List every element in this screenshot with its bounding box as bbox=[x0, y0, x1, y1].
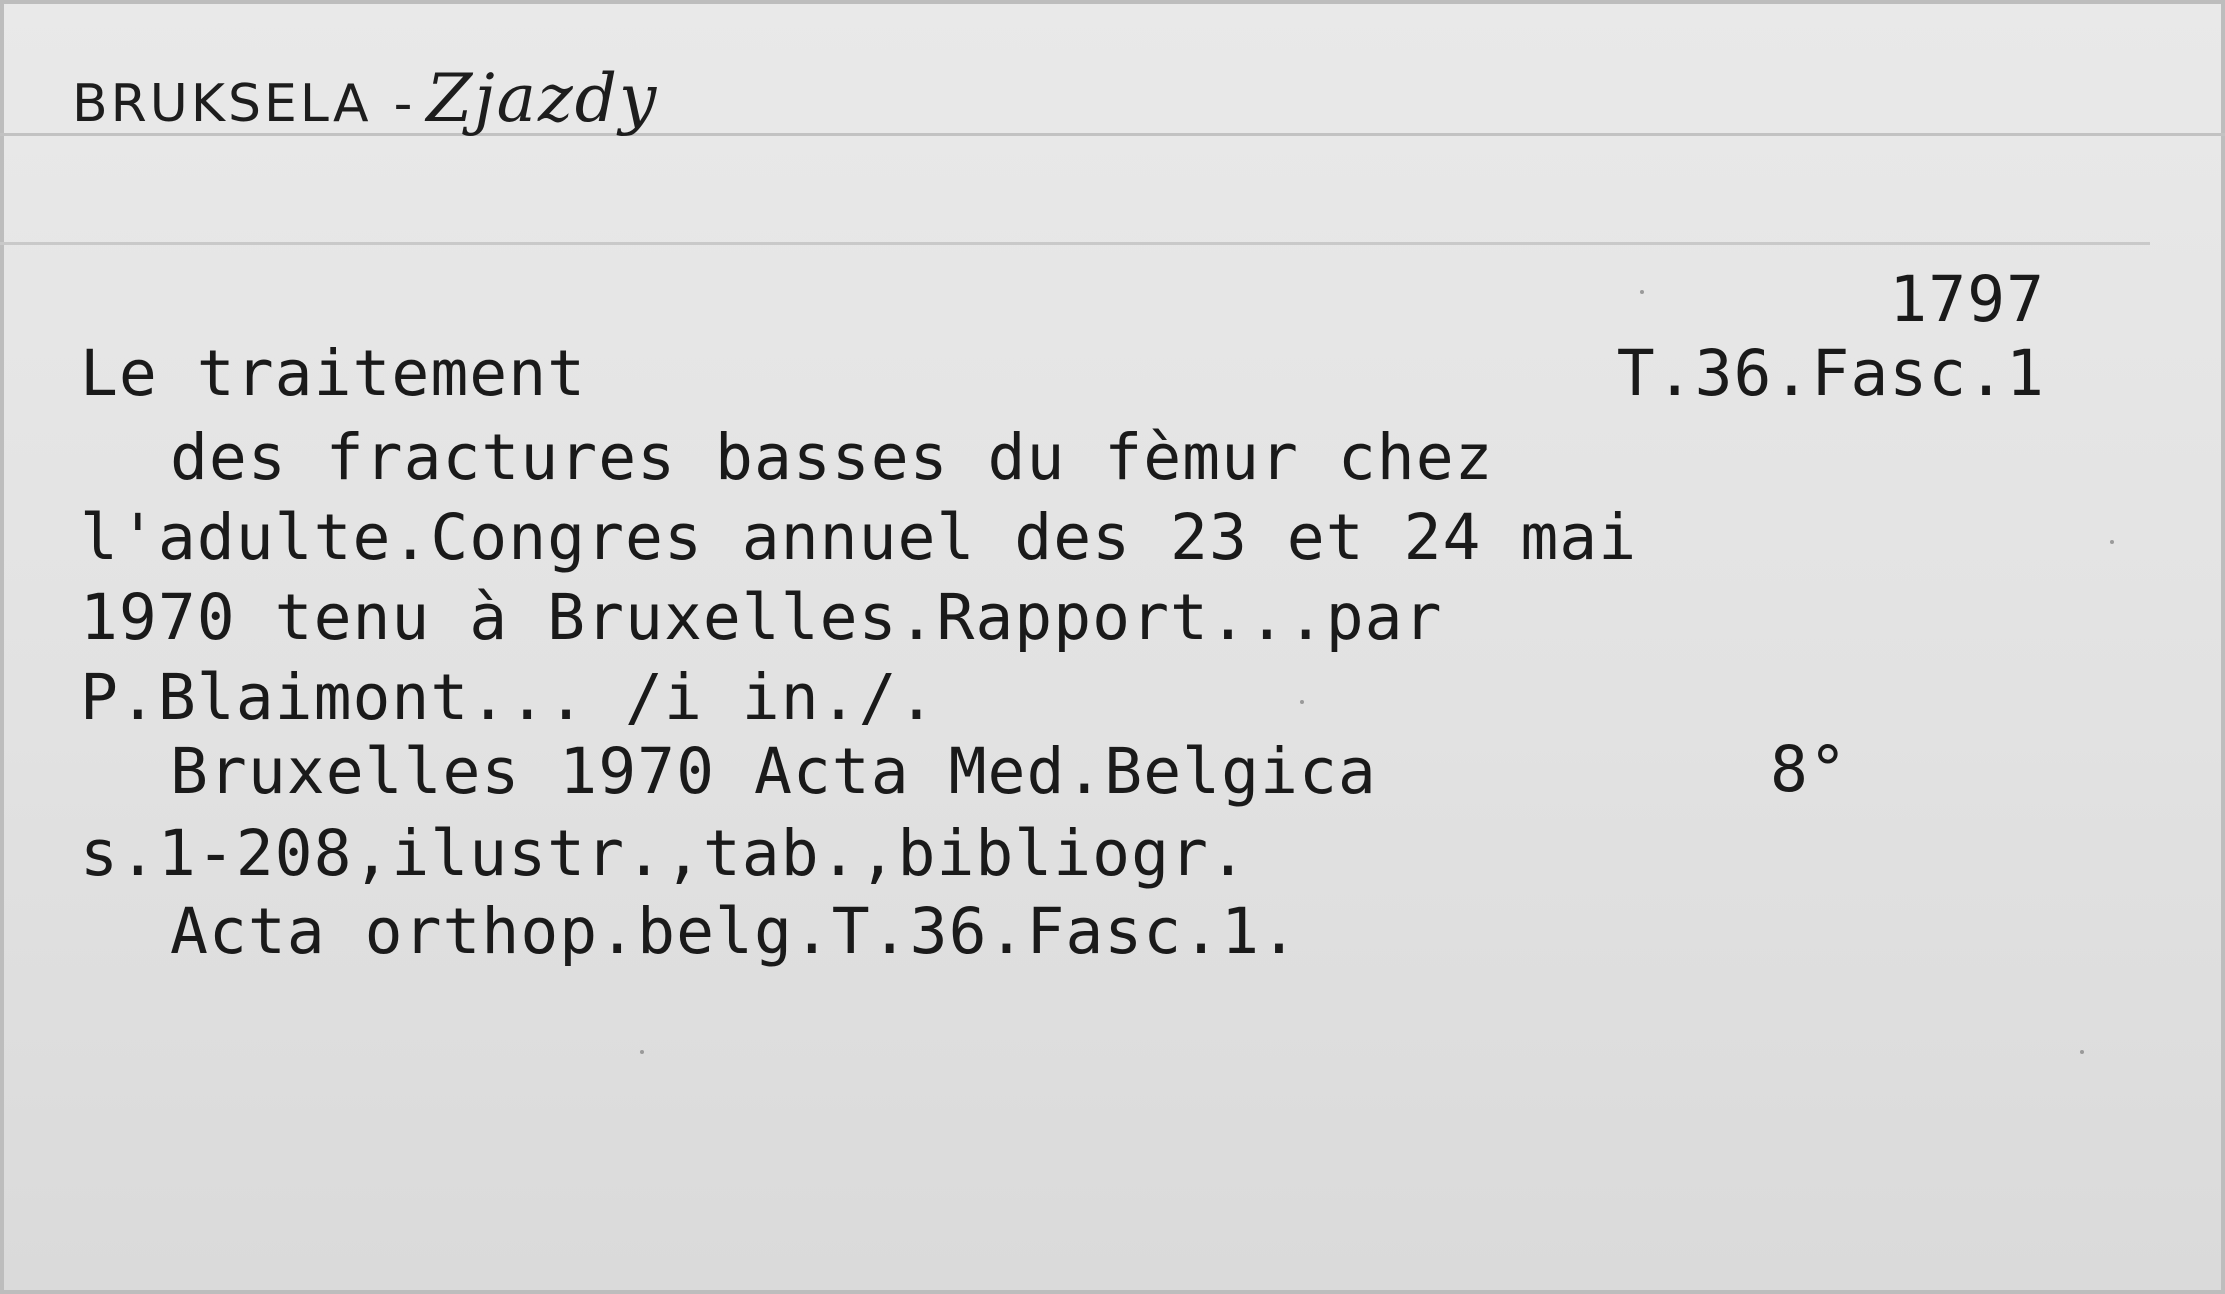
pagination-line: s.1-208,ilustr.,tab.,bibliogr. bbox=[80, 817, 1248, 890]
heading-place: BRUKSELA bbox=[72, 74, 372, 134]
entry-line: l'adulte.Congres annuel des 23 et 24 mai bbox=[80, 501, 1638, 574]
card-ruling-line bbox=[0, 242, 2150, 245]
heading-separator: - bbox=[393, 74, 413, 134]
heading-subject: Zjazdy bbox=[426, 60, 659, 137]
paper-speck bbox=[640, 1050, 644, 1054]
subject-heading bbox=[72, 60, 658, 150]
entry-line: 1970 tenu à Bruxelles.Rapport...par bbox=[80, 581, 1443, 654]
entry-line: P.Blaimont... /i in./. bbox=[80, 661, 937, 734]
entry-title: Le traitement bbox=[80, 337, 587, 410]
series-line: Acta orthop.belg.T.36.Fasc.1. bbox=[170, 895, 1299, 968]
paper-speck bbox=[1640, 290, 1644, 294]
paper-speck bbox=[2110, 540, 2114, 544]
volume-number: T.36.Fasc.1 bbox=[1616, 337, 2045, 410]
entry-line: des fractures basses du fèmur chez bbox=[170, 421, 1494, 494]
format-size: 8° bbox=[1770, 733, 1848, 806]
paper-speck bbox=[2080, 1050, 2084, 1054]
publication-line: Bruxelles 1970 Acta Med.Belgica bbox=[170, 735, 1377, 808]
paper-speck bbox=[1300, 700, 1304, 704]
call-number: 1797 bbox=[1889, 263, 2045, 336]
